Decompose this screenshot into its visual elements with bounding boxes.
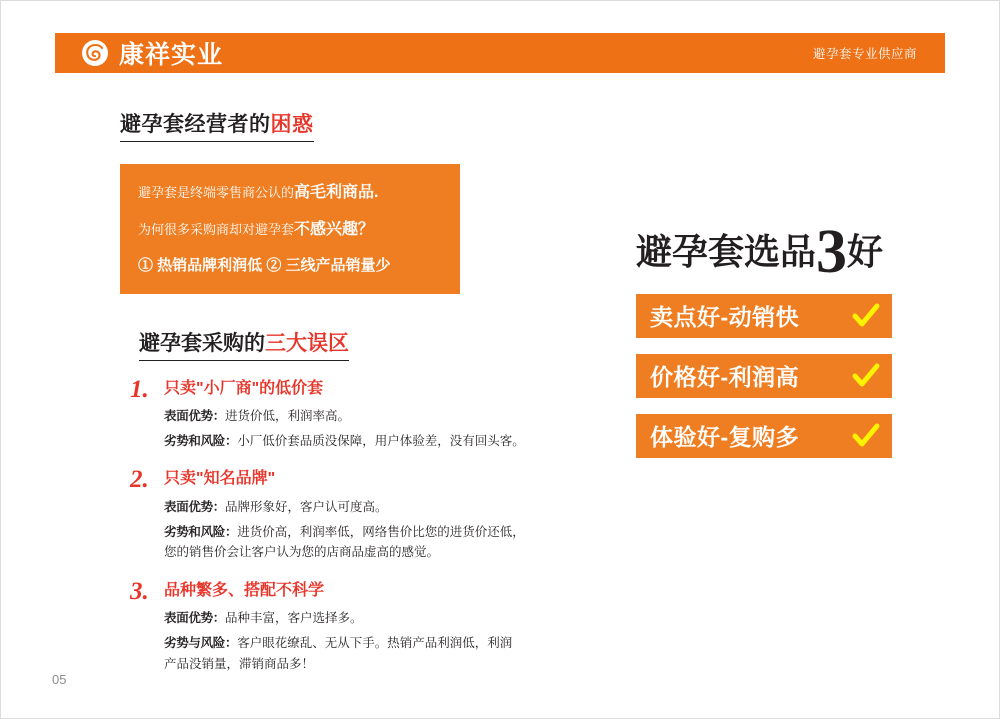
row-text: 品牌形象好，客户认可度高。 <box>225 499 388 514</box>
row-label: 表面优势： <box>164 610 226 625</box>
list-item <box>120 375 600 452</box>
highlight-box-line-1-small: 避孕套是终端零售商公认的 <box>138 185 295 200</box>
benefit-badge <box>636 354 892 398</box>
right-content-column <box>636 218 926 458</box>
list-item-row-continued <box>164 543 600 562</box>
row-label: 表面优势： <box>164 408 226 423</box>
list-item-row <box>164 432 600 451</box>
benefit-badge <box>636 294 892 338</box>
right-title-after: 好 <box>847 231 884 272</box>
highlight-box-line-1 <box>138 181 442 205</box>
row-text: 品种丰富，客户选择多。 <box>225 610 363 625</box>
highlight-box <box>120 164 460 294</box>
row-label: 表面优势： <box>164 499 226 514</box>
page-number: 05 <box>52 672 67 687</box>
section-title-mistakes <box>139 327 349 361</box>
row-label: 劣势和风险： <box>164 434 238 449</box>
highlight-box-line-2-big: 不感兴趣？ <box>294 221 375 238</box>
brand-name: 康祥实业 <box>119 41 224 69</box>
benefit-label: 体验好-复购多 <box>650 424 800 451</box>
list-item-row-continued <box>164 655 600 674</box>
check-icon <box>852 423 880 449</box>
highlight-box-line-2-small: 为何很多采购商却对避孕套 <box>138 222 295 237</box>
benefit-label: 卖点好-动销快 <box>650 304 800 331</box>
section-title-mistakes-normal: 避孕套采购的 <box>139 331 265 355</box>
benefit-label: 价格好-利润高 <box>650 364 800 391</box>
list-item-number: 2. <box>130 466 149 494</box>
row-text: 小厂低价套品质没保障，用户体验差，没有回头客。 <box>237 434 525 449</box>
list-item-heading: 只卖"小厂商"的低价套 <box>164 379 324 397</box>
benefit-badge <box>636 414 892 458</box>
right-title-before: 避孕套选品 <box>636 231 817 272</box>
section-title-confusion-normal: 避孕套经营者的 <box>120 113 271 136</box>
list-item-row <box>164 634 600 653</box>
check-icon <box>852 363 880 389</box>
header-tagline: 避孕套专业供应商 <box>812 47 917 61</box>
row-text: 进货价高，利润率低，网络售价比您的进货价还低， <box>237 525 525 539</box>
list-item-number: 1. <box>130 375 149 403</box>
highlight-box-line-3: ① 热销品牌利润低 ② 三线产品销量少 <box>138 257 391 274</box>
row-text: 您的销售价会让客户认为您的店商品虚高的感觉。 <box>164 545 440 560</box>
page-header <box>55 33 945 73</box>
row-text: 产品没销量，滞销商品多！ <box>164 656 315 671</box>
list-item-row <box>164 609 600 628</box>
list-item-heading: 品种繁多、搭配不科学 <box>164 581 325 599</box>
section-title-confusion <box>120 108 314 142</box>
section-title-mistakes-highlight: 三大误区 <box>265 331 349 355</box>
highlight-box-line-2 <box>138 218 442 242</box>
spiral-logo-icon <box>82 40 108 66</box>
row-label: 劣势与风险： <box>164 636 238 651</box>
left-content-column <box>120 108 600 674</box>
row-text: 进货价低，利润率高。 <box>225 408 351 423</box>
row-text: 客户眼花缭乱、无从下手。热销产品利润低，利润 <box>237 636 513 651</box>
list-item <box>120 466 600 562</box>
list-item-row <box>164 407 600 426</box>
right-title-number: 3 <box>816 218 848 286</box>
right-title <box>636 218 926 286</box>
check-icon <box>852 303 880 329</box>
row-label: 劣势和风险： <box>164 525 238 539</box>
list-item <box>120 577 600 674</box>
section-title-confusion-highlight: 困惑 <box>270 113 314 136</box>
list-item-number: 3. <box>130 577 149 605</box>
list-item-row <box>164 523 600 542</box>
highlight-box-line-1-big: 高毛利商品. <box>294 184 379 201</box>
list-item-heading: 只卖"知名品牌" <box>164 470 276 488</box>
list-item-row <box>164 498 600 517</box>
